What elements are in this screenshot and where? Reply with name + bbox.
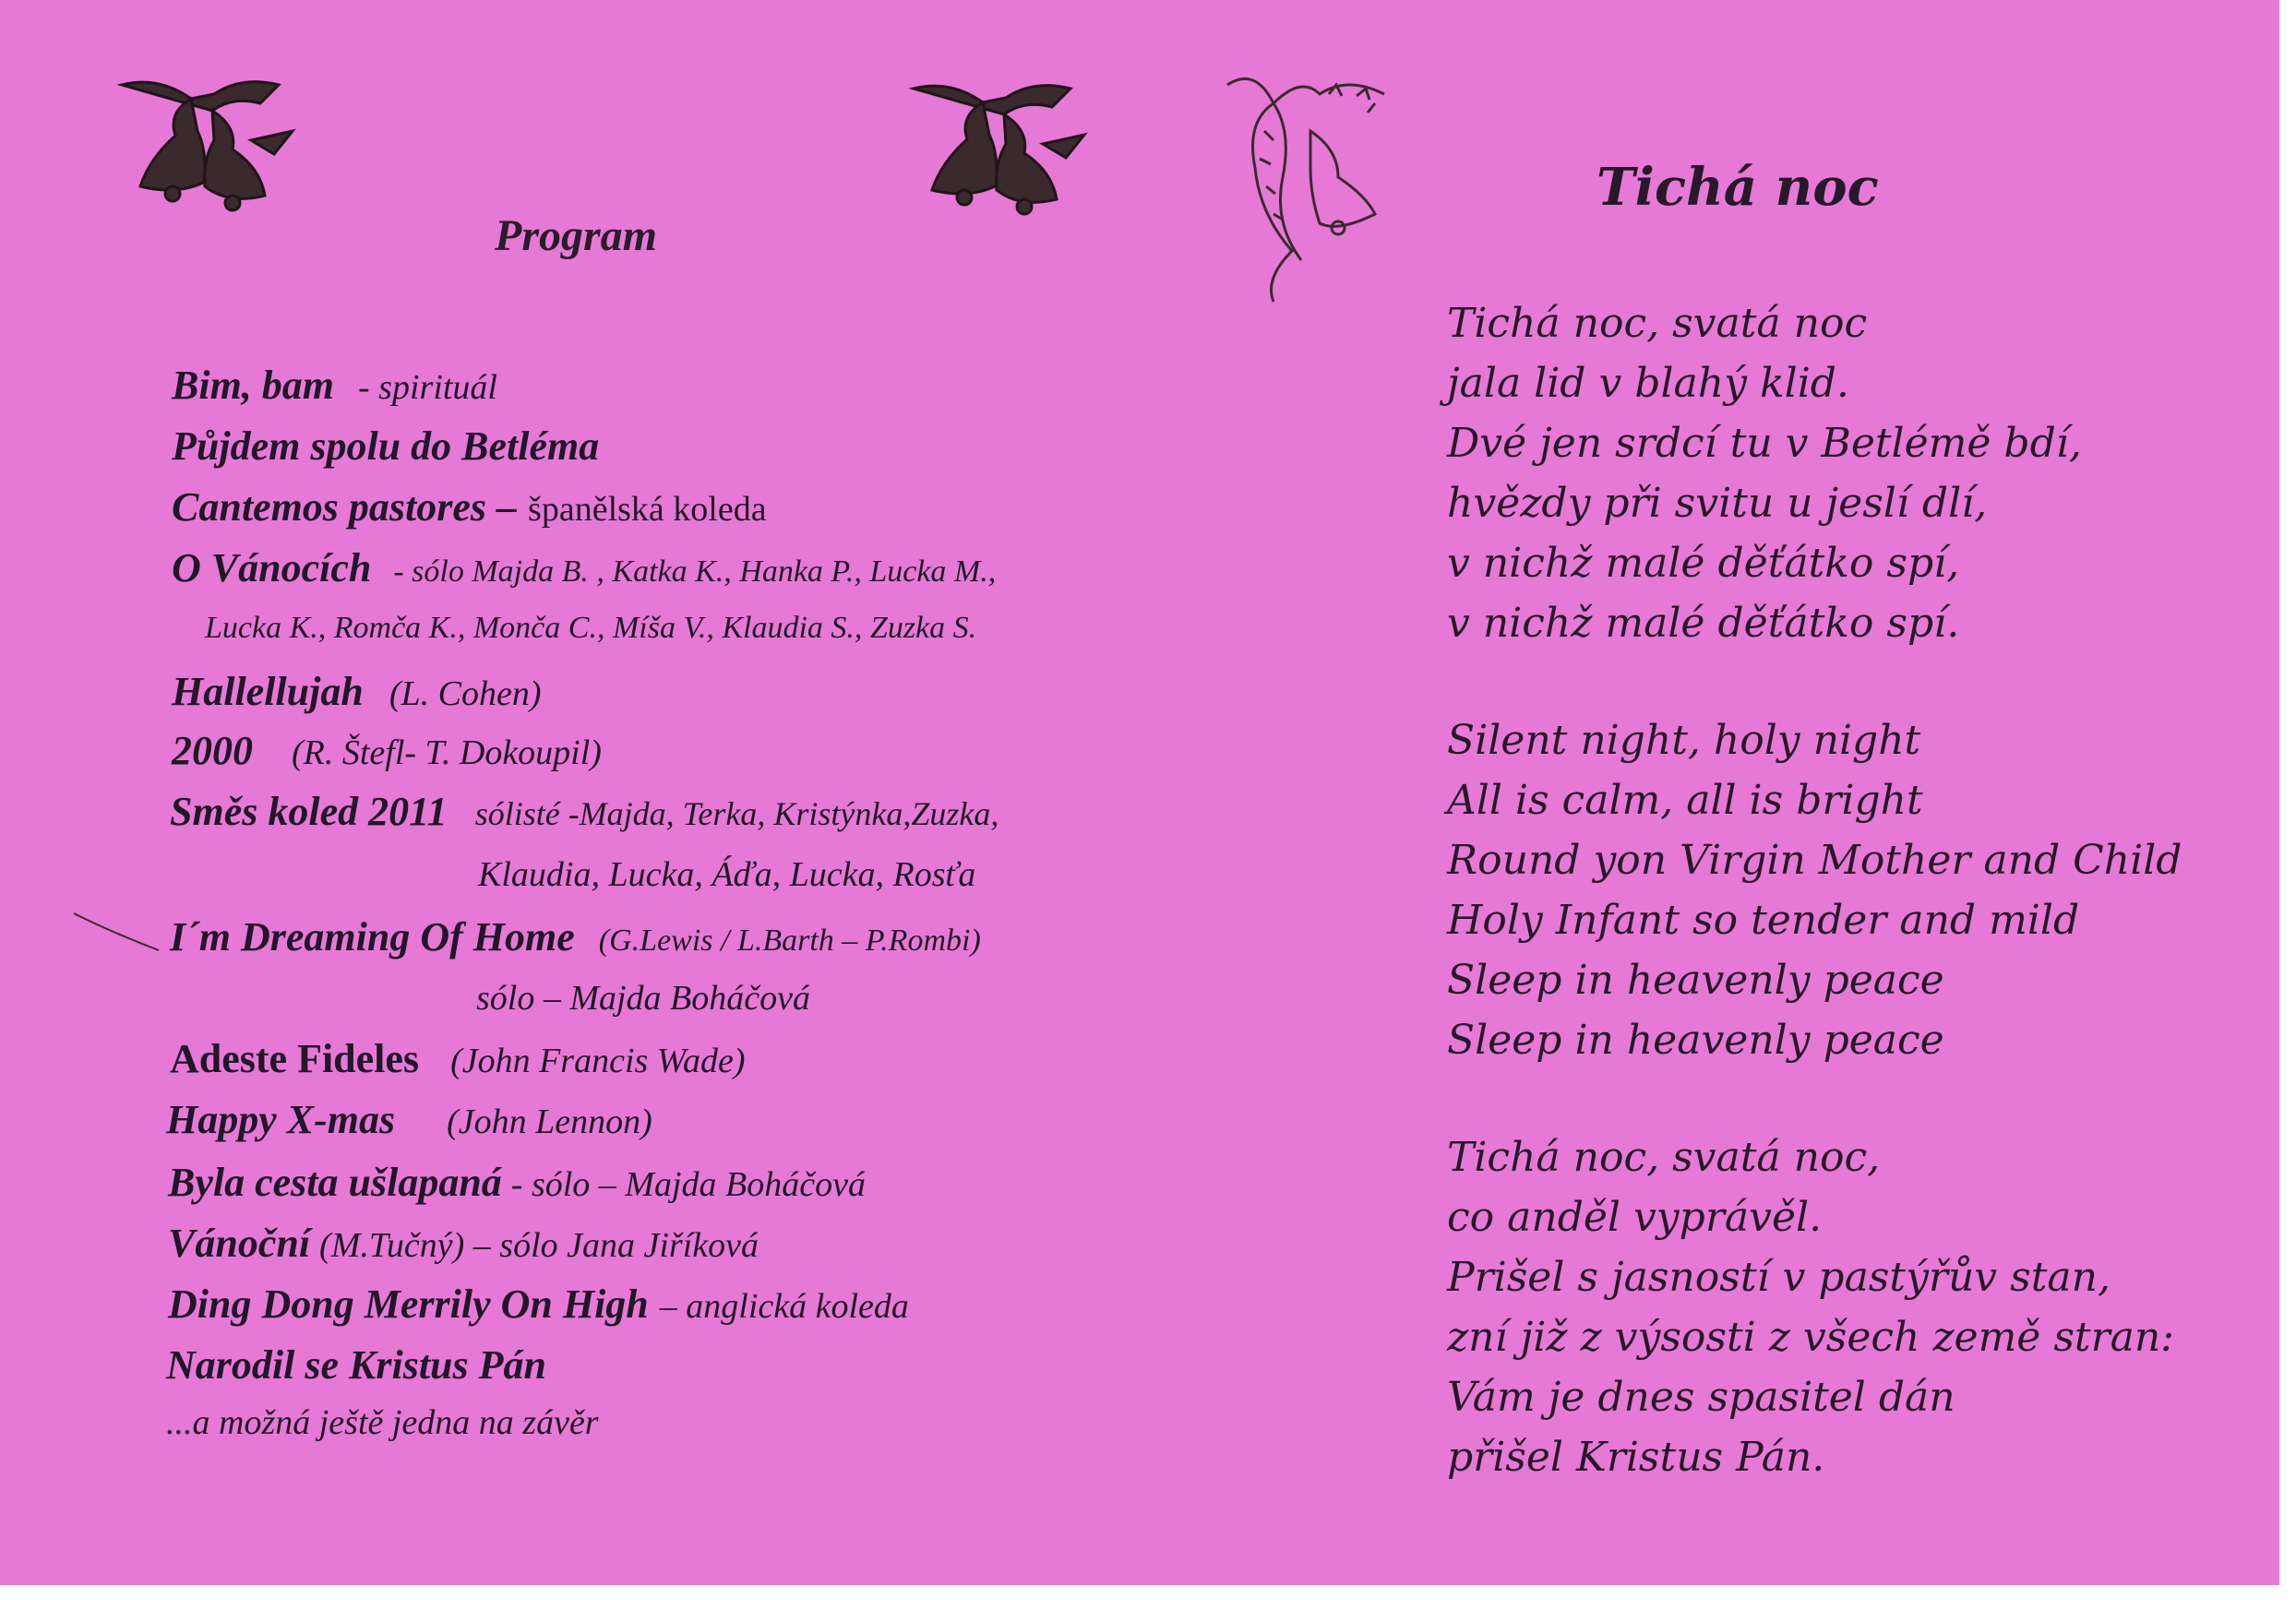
verse-line: zní již z výsosti z všech země stran: bbox=[1447, 1314, 2175, 1361]
verse-line: Tichá noc, svatá noc, bbox=[1447, 1134, 1881, 1181]
item-note: Klaudia, Lucka, Áďa, Lucka, Rosťa bbox=[478, 855, 976, 894]
program-item bbox=[168, 1220, 759, 1267]
bell-wreath-icon bbox=[1209, 66, 1393, 306]
verse-czech-2 bbox=[1447, 1127, 2174, 1487]
item-note: (John Lennon) bbox=[447, 1102, 652, 1141]
item-note: (G.Lewis / L.Barth – P.Rombi) bbox=[598, 924, 981, 958]
item-title: Narodil se Kristus Pán bbox=[166, 1342, 546, 1388]
item-note: (John Francis Wade) bbox=[450, 1042, 746, 1080]
item-title: Vánoční bbox=[168, 1221, 311, 1266]
program-item bbox=[168, 1281, 909, 1328]
item-title: Bim, bam bbox=[172, 363, 335, 408]
program-item bbox=[170, 1035, 745, 1082]
program-item bbox=[166, 1096, 652, 1143]
verse-line: Prišel s jasností v pastýřův stan, bbox=[1447, 1254, 2111, 1301]
verse-line: jala lid v blahý klid. bbox=[1447, 360, 1849, 407]
program-item-continued bbox=[478, 854, 975, 895]
program-item bbox=[168, 1159, 866, 1206]
verse-line: Round yon Virgin Mother and Child bbox=[1447, 837, 2182, 884]
verse-line: co anděl vyprávěl. bbox=[1447, 1194, 1823, 1241]
item-title: Happy X-mas bbox=[166, 1097, 396, 1142]
program-item bbox=[172, 362, 497, 409]
item-title: Adeste Fideles bbox=[170, 1036, 420, 1081]
program-item bbox=[172, 423, 599, 470]
verse-line: v nichž malé děťátko spí, bbox=[1447, 540, 1960, 587]
verse-line: Dvé jen srdcí tu v Betlémě bdí, bbox=[1447, 420, 2082, 467]
item-title: O Vánocích bbox=[172, 545, 372, 590]
verse-line: přišel Kristus Pán. bbox=[1447, 1434, 1825, 1481]
program-item bbox=[170, 788, 999, 835]
item-note: (R. Štefl- T. Dokoupil) bbox=[292, 733, 602, 772]
program-item-closing bbox=[166, 1402, 599, 1443]
stray-pen-mark bbox=[74, 904, 166, 959]
verse-line: Holy Infant so tender and mild bbox=[1447, 897, 2080, 944]
item-note: španělská koleda bbox=[528, 490, 767, 529]
item-note: (M.Tučný) – sólo Jana Jiříková bbox=[319, 1226, 759, 1265]
item-note: – anglická koleda bbox=[659, 1287, 909, 1326]
program-item bbox=[172, 483, 767, 530]
item-note: ...a možná ještě jedna na závěr bbox=[166, 1403, 599, 1442]
verse-line: Sleep in heavenly peace bbox=[1447, 1017, 1944, 1064]
item-title: Hallellujah bbox=[172, 669, 364, 714]
item-title: Půjdem spolu do Betléma bbox=[172, 423, 600, 469]
item-note: Lucka K., Romča K., Monča C., Míša V., Klaudia S., Zuzka S. bbox=[205, 611, 977, 645]
verse-line: Tichá noc, svatá noc bbox=[1447, 300, 1868, 347]
program-item bbox=[172, 727, 602, 774]
program-item-continued bbox=[476, 978, 810, 1019]
verse-line: v nichž malé děťátko spí. bbox=[1447, 600, 1960, 647]
verse-line: All is calm, all is bright bbox=[1447, 777, 1923, 824]
item-note: sólo – Majda Boháčová bbox=[476, 979, 811, 1018]
item-title: 2000 bbox=[172, 728, 253, 773]
program-list bbox=[0, 0, 1154, 1522]
item-note: - spirituál bbox=[358, 368, 497, 407]
item-title: Byla cesta ušlapaná bbox=[168, 1160, 502, 1205]
item-title: Ding Dong Merrily On High bbox=[168, 1281, 649, 1327]
item-title: Cantemos pastores – bbox=[172, 484, 518, 530]
item-note: - sólo – Majda Boháčová bbox=[510, 1165, 866, 1204]
program-item bbox=[172, 544, 996, 591]
verse-line: hvězdy při svitu u jeslí dlí, bbox=[1447, 480, 1988, 527]
program-title: Program bbox=[495, 211, 658, 260]
item-title: I´m Dreaming Of Home bbox=[170, 914, 575, 959]
item-note: - sólo Majda B. , Katka K., Hanka P., Lucka M., bbox=[393, 554, 997, 589]
item-note: sólisté -Majda, Terka, Kristýnka,Zuzka, bbox=[474, 795, 999, 832]
verse-line: Vám je dnes spasitel dán bbox=[1447, 1374, 1955, 1421]
verse-line: Silent night, holy night bbox=[1447, 717, 1921, 764]
program-item bbox=[170, 913, 981, 960]
verse-czech-1 bbox=[1447, 293, 2082, 653]
program-item-continued bbox=[205, 611, 976, 646]
verse-english bbox=[1447, 710, 2182, 1070]
program-item bbox=[172, 668, 541, 715]
carol-title: Tichá noc bbox=[1596, 157, 1879, 218]
verse-line: Sleep in heavenly peace bbox=[1447, 957, 1944, 1004]
program-item bbox=[166, 1341, 546, 1389]
item-title: Směs koled 2011 bbox=[170, 789, 448, 834]
item-note: (L. Cohen) bbox=[389, 674, 542, 713]
